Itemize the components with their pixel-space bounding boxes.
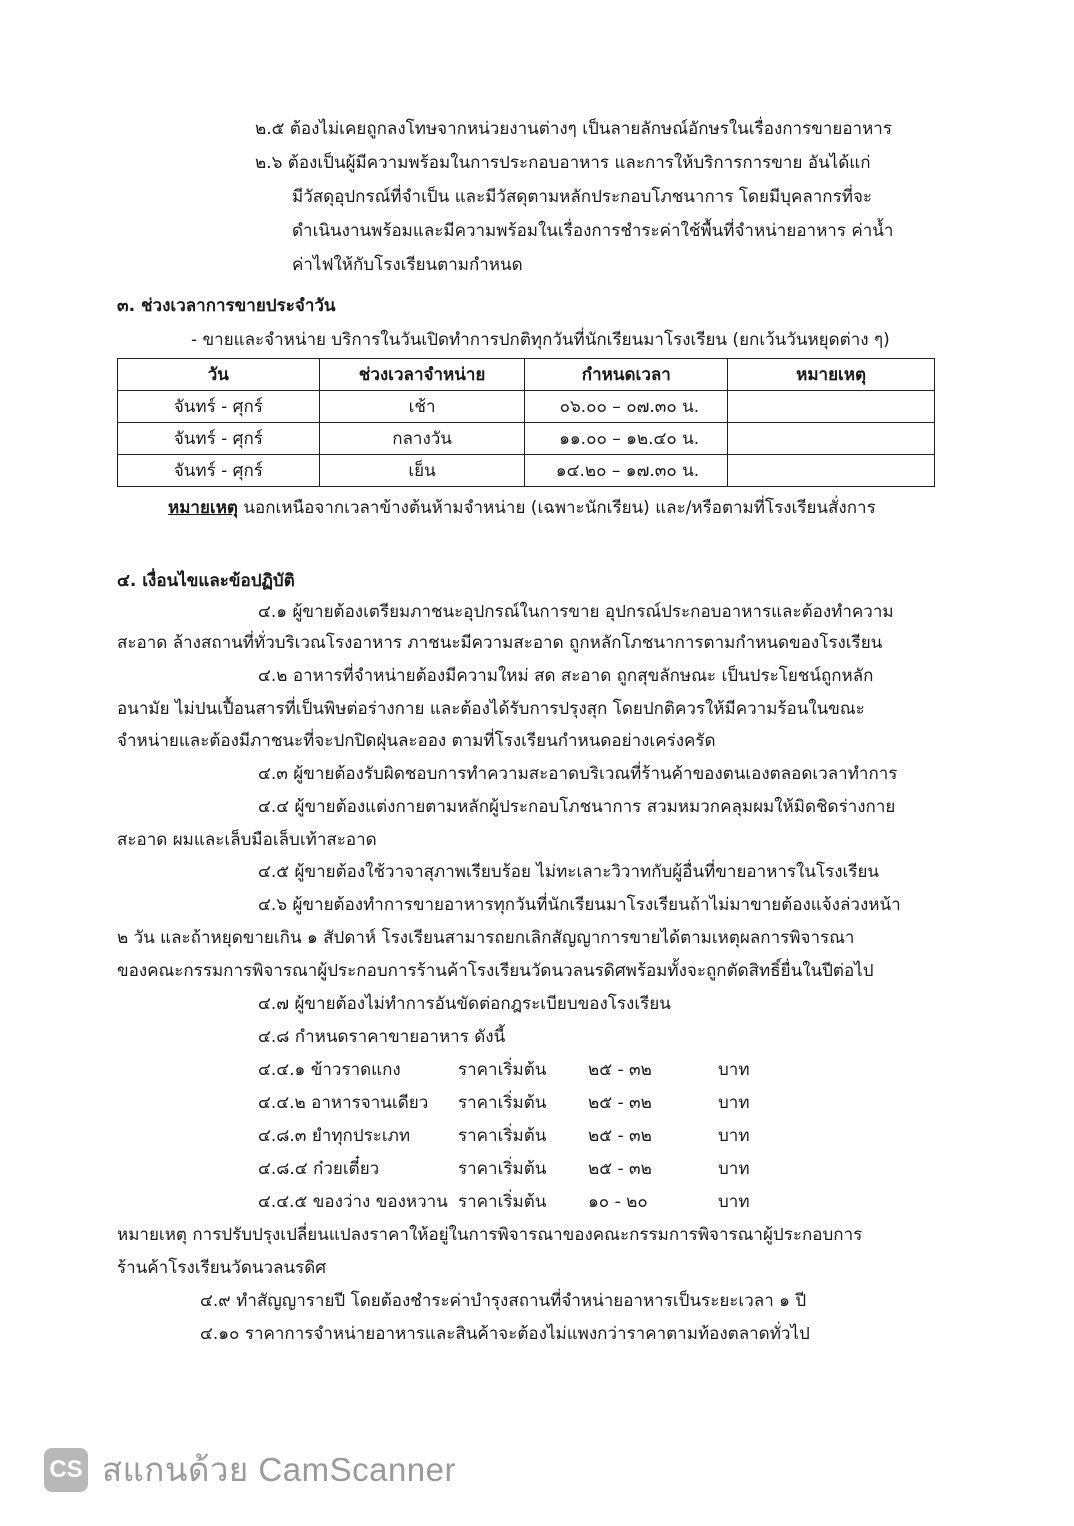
price-item: ๔.๔.๑ ข้าวราดแกง [258, 1060, 401, 1080]
clause-4-9: ๔.๙ ทำสัญญารายปี โดยต้องชำระค่าบำรุงสถานที่จำหน่ายอาหารเป็นระยะเวลา ๑ ปี [200, 1291, 807, 1311]
price-unit: บาท [718, 1093, 750, 1113]
clause-4-1-line-2: สะอาด ล้างสถานที่ทั่วบริเวณโรงอาหาร ภาชนะมีความสะอาด ถูกหลักโภชนาการตามกำหนดของโรงเรียน [117, 633, 883, 653]
clause-4-1-line-1: ๔.๑ ผู้ขายต้องเตรียมภาชนะอุปกรณ์ในการขาย อุปกรณ์ประกอบอาหารและต้องทำความ [258, 602, 894, 622]
cell-period: เช้า [319, 391, 525, 423]
table-note-label: หมายเหตุ [168, 498, 238, 518]
camscanner-watermark [44, 1443, 456, 1496]
section-3-heading: ๓. ช่วงเวลาการขายประจำวัน [117, 296, 336, 316]
cell-time: ๑๑.๐๐ – ๑๒.๔๐ น. [525, 423, 728, 455]
cell-time: ๑๔.๒๐ – ๑๗.๓๐ น. [525, 455, 728, 487]
clause-2-6-line-1: ๒.๖ ต้องเป็นผู้มีความพร้อมในการประกอบอาหาร และการให้บริการการขาย อันได้แก่ [255, 153, 871, 173]
clause-4-4-line-1: ๔.๔ ผู้ขายต้องแต่งกายตามหลักผู้ประกอบโภชนาการ สวมหมวกคลุมผมให้มิดชิดร่างกาย [258, 797, 896, 817]
header-time: กำหนดเวลา [525, 359, 728, 391]
clause-4-2-line-1: ๔.๒ อาหารที่จำหน่ายต้องมีความใหม่ สด สะอาด ถูกสุขลักษณะ เป็นประโยชน์ถูกหลัก [258, 666, 874, 686]
price-range: ๒๕ - ๓๒ [588, 1159, 652, 1179]
clause-2-6-line-4: ค่าไฟให้กับโรงเรียนตามกำหนด [292, 255, 523, 275]
clause-4-10: ๔.๑๐ ราคาการจำหน่ายอาหารและสินค้าจะต้องไม่แพงกว่าราคาตามท้องตลาดทั่วไป [200, 1324, 810, 1344]
price-range: ๒๕ - ๓๒ [588, 1093, 652, 1113]
clause-4-6-line-1: ๔.๖ ผู้ขายต้องทำการขายอาหารทุกวันที่นักเรียนมาโรงเรียนถ้าไม่มาขายต้องแจ้งล่วงหน้า [258, 895, 901, 915]
clause-2-6-line-3: ดำเนินงานพร้อมและมีความพร้อมในเรื่องการชำระค่าใช้พื้นที่จำหน่ายอาหาร ค่าน้ำ [292, 221, 894, 241]
price-unit: บาท [718, 1192, 750, 1212]
table-note [168, 496, 876, 520]
price-item: ๔.๘.๔ ก๋วยเตี๋ยว [258, 1159, 380, 1179]
cell-day: จันทร์ - ศุกร์ [118, 391, 320, 423]
price-item: ๔.๔.๕ ของว่าง ของหวาน [258, 1192, 448, 1212]
price-unit: บาท [718, 1126, 750, 1146]
header-day: วัน [118, 359, 320, 391]
clause-4-5: ๔.๕ ผู้ขายต้องใช้วาจาสุภาพเรียบร้อย ไม่ทะเลาะวิวาทกับผู้อื่นที่ขายอาหารในโรงเรียน [258, 862, 880, 882]
clause-4-8: ๔.๘ กำหนดราคาขายอาหาร ดังนี้ [258, 1027, 506, 1047]
price-label: ราคาเริ่มต้น [458, 1093, 547, 1113]
schedule-table [117, 358, 935, 487]
price-note-line-2: ร้านค้าโรงเรียนวัดนวลนรดิศ [117, 1258, 327, 1278]
clause-4-2-line-3: จำหน่ายและต้องมีภาชนะที่จะปกปิดฝุ่นละออง ตามที่โรงเรียนกำหนดอย่างเคร่งครัด [117, 731, 716, 751]
section-3-intro: - ขายและจำหน่าย บริการในวันเปิดทำการปกติทุกวันที่นักเรียนมาโรงเรียน (ยกเว้นวันหยุดต่าง ๆ) [191, 330, 890, 350]
price-label: ราคาเริ่มต้น [458, 1159, 547, 1179]
clause-4-6-line-2: ๒ วัน และถ้าหยุดขายเกิน ๑ สัปดาห์ โรงเรียนสามารถยกเลิกสัญญาการขายได้ตามเหตุผลการพิจารณา [117, 928, 855, 948]
clause-4-2-line-2: อนามัย ไม่ปนเปื้อนสารที่เป็นพิษต่อร่างกาย และต้องได้รับการปรุงสุก โดยปกติควรให้มีความร้อนในขณะ [117, 699, 865, 719]
clause-2-6-line-2: มีวัสดุอุปกรณ์ที่จำเป็น และมีวัสดุตามหลักประกอบโภชนาการ โดยมีบุคลากรที่จะ [292, 187, 873, 207]
table-note-text: นอกเหนือจากเวลาข้างต้นห้ามจำหน่าย (เฉพาะนักเรียน) และ/หรือตามที่โรงเรียนสั่งการ [237, 498, 876, 518]
price-unit: บาท [718, 1060, 750, 1080]
cell-remark [728, 455, 935, 487]
price-note-line-1: หมายเหตุ การปรับปรุงเปลี่ยนแปลงราคาให้อยู่ในการพิจารณาของคณะกรรมการพิจารณาผู้ประกอบการ [117, 1225, 863, 1245]
table-row [118, 423, 935, 455]
clause-4-4-line-2: สะอาด ผมและเล็บมือเล็บเท้าสะอาด [117, 830, 377, 850]
header-remark: หมายเหตุ [728, 359, 935, 391]
price-range: ๑๐ - ๒๐ [588, 1192, 648, 1212]
clause-4-3: ๔.๓ ผู้ขายต้องรับผิดชอบการทำความสะอาดบริเวณที่ร้านค้าของตนเองตลอดเวลาทำการ [258, 764, 898, 784]
price-range: ๒๕ - ๓๒ [588, 1060, 652, 1080]
table-row [118, 455, 935, 487]
clause-4-7: ๔.๗ ผู้ขายต้องไม่ทำการอันขัดต่อกฎระเบียบของโรงเรียน [258, 994, 671, 1014]
watermark-text: สแกนด้วย CamScanner [102, 1451, 457, 1488]
schedule-header-row [118, 359, 935, 391]
clause-4-6-line-3: ของคณะกรรมการพิจารณาผู้ประกอบการร้านค้าโรงเรียนวัดนวลนรดิศพร้อมทั้งจะถูกตัดสิทธิ์ยื่นในปีต่อไป [117, 961, 874, 981]
price-label: ราคาเริ่มต้น [458, 1126, 547, 1146]
price-label: ราคาเริ่มต้น [458, 1192, 547, 1212]
cell-remark [728, 423, 935, 455]
price-range: ๒๕ - ๓๒ [588, 1126, 652, 1146]
cell-time: ๐๖.๐๐ – ๐๗.๓๐ น. [525, 391, 728, 423]
price-label: ราคาเริ่มต้น [458, 1060, 547, 1080]
camscanner-logo-icon: CS [44, 1448, 88, 1492]
cell-day: จันทร์ - ศุกร์ [118, 423, 320, 455]
price-item: ๔.๔.๒ อาหารจานเดียว [258, 1093, 429, 1113]
cell-period: เย็น [319, 455, 525, 487]
section-4-heading: ๔. เงื่อนไขและข้อปฏิบัติ [117, 571, 295, 591]
price-unit: บาท [718, 1159, 750, 1179]
header-period: ช่วงเวลาจำหน่าย [319, 359, 525, 391]
price-item: ๔.๘.๓ ยำทุกประเภท [258, 1126, 411, 1146]
cell-period: กลางวัน [319, 423, 525, 455]
cell-day: จันทร์ - ศุกร์ [118, 455, 320, 487]
table-row [118, 391, 935, 423]
clause-2-5: ๒.๕ ต้องไม่เคยถูกลงโทษจากหน่วยงานต่างๆ เป็นลายลักษณ์อักษรในเรื่องการขายอาหาร [255, 119, 892, 139]
cell-remark [728, 391, 935, 423]
